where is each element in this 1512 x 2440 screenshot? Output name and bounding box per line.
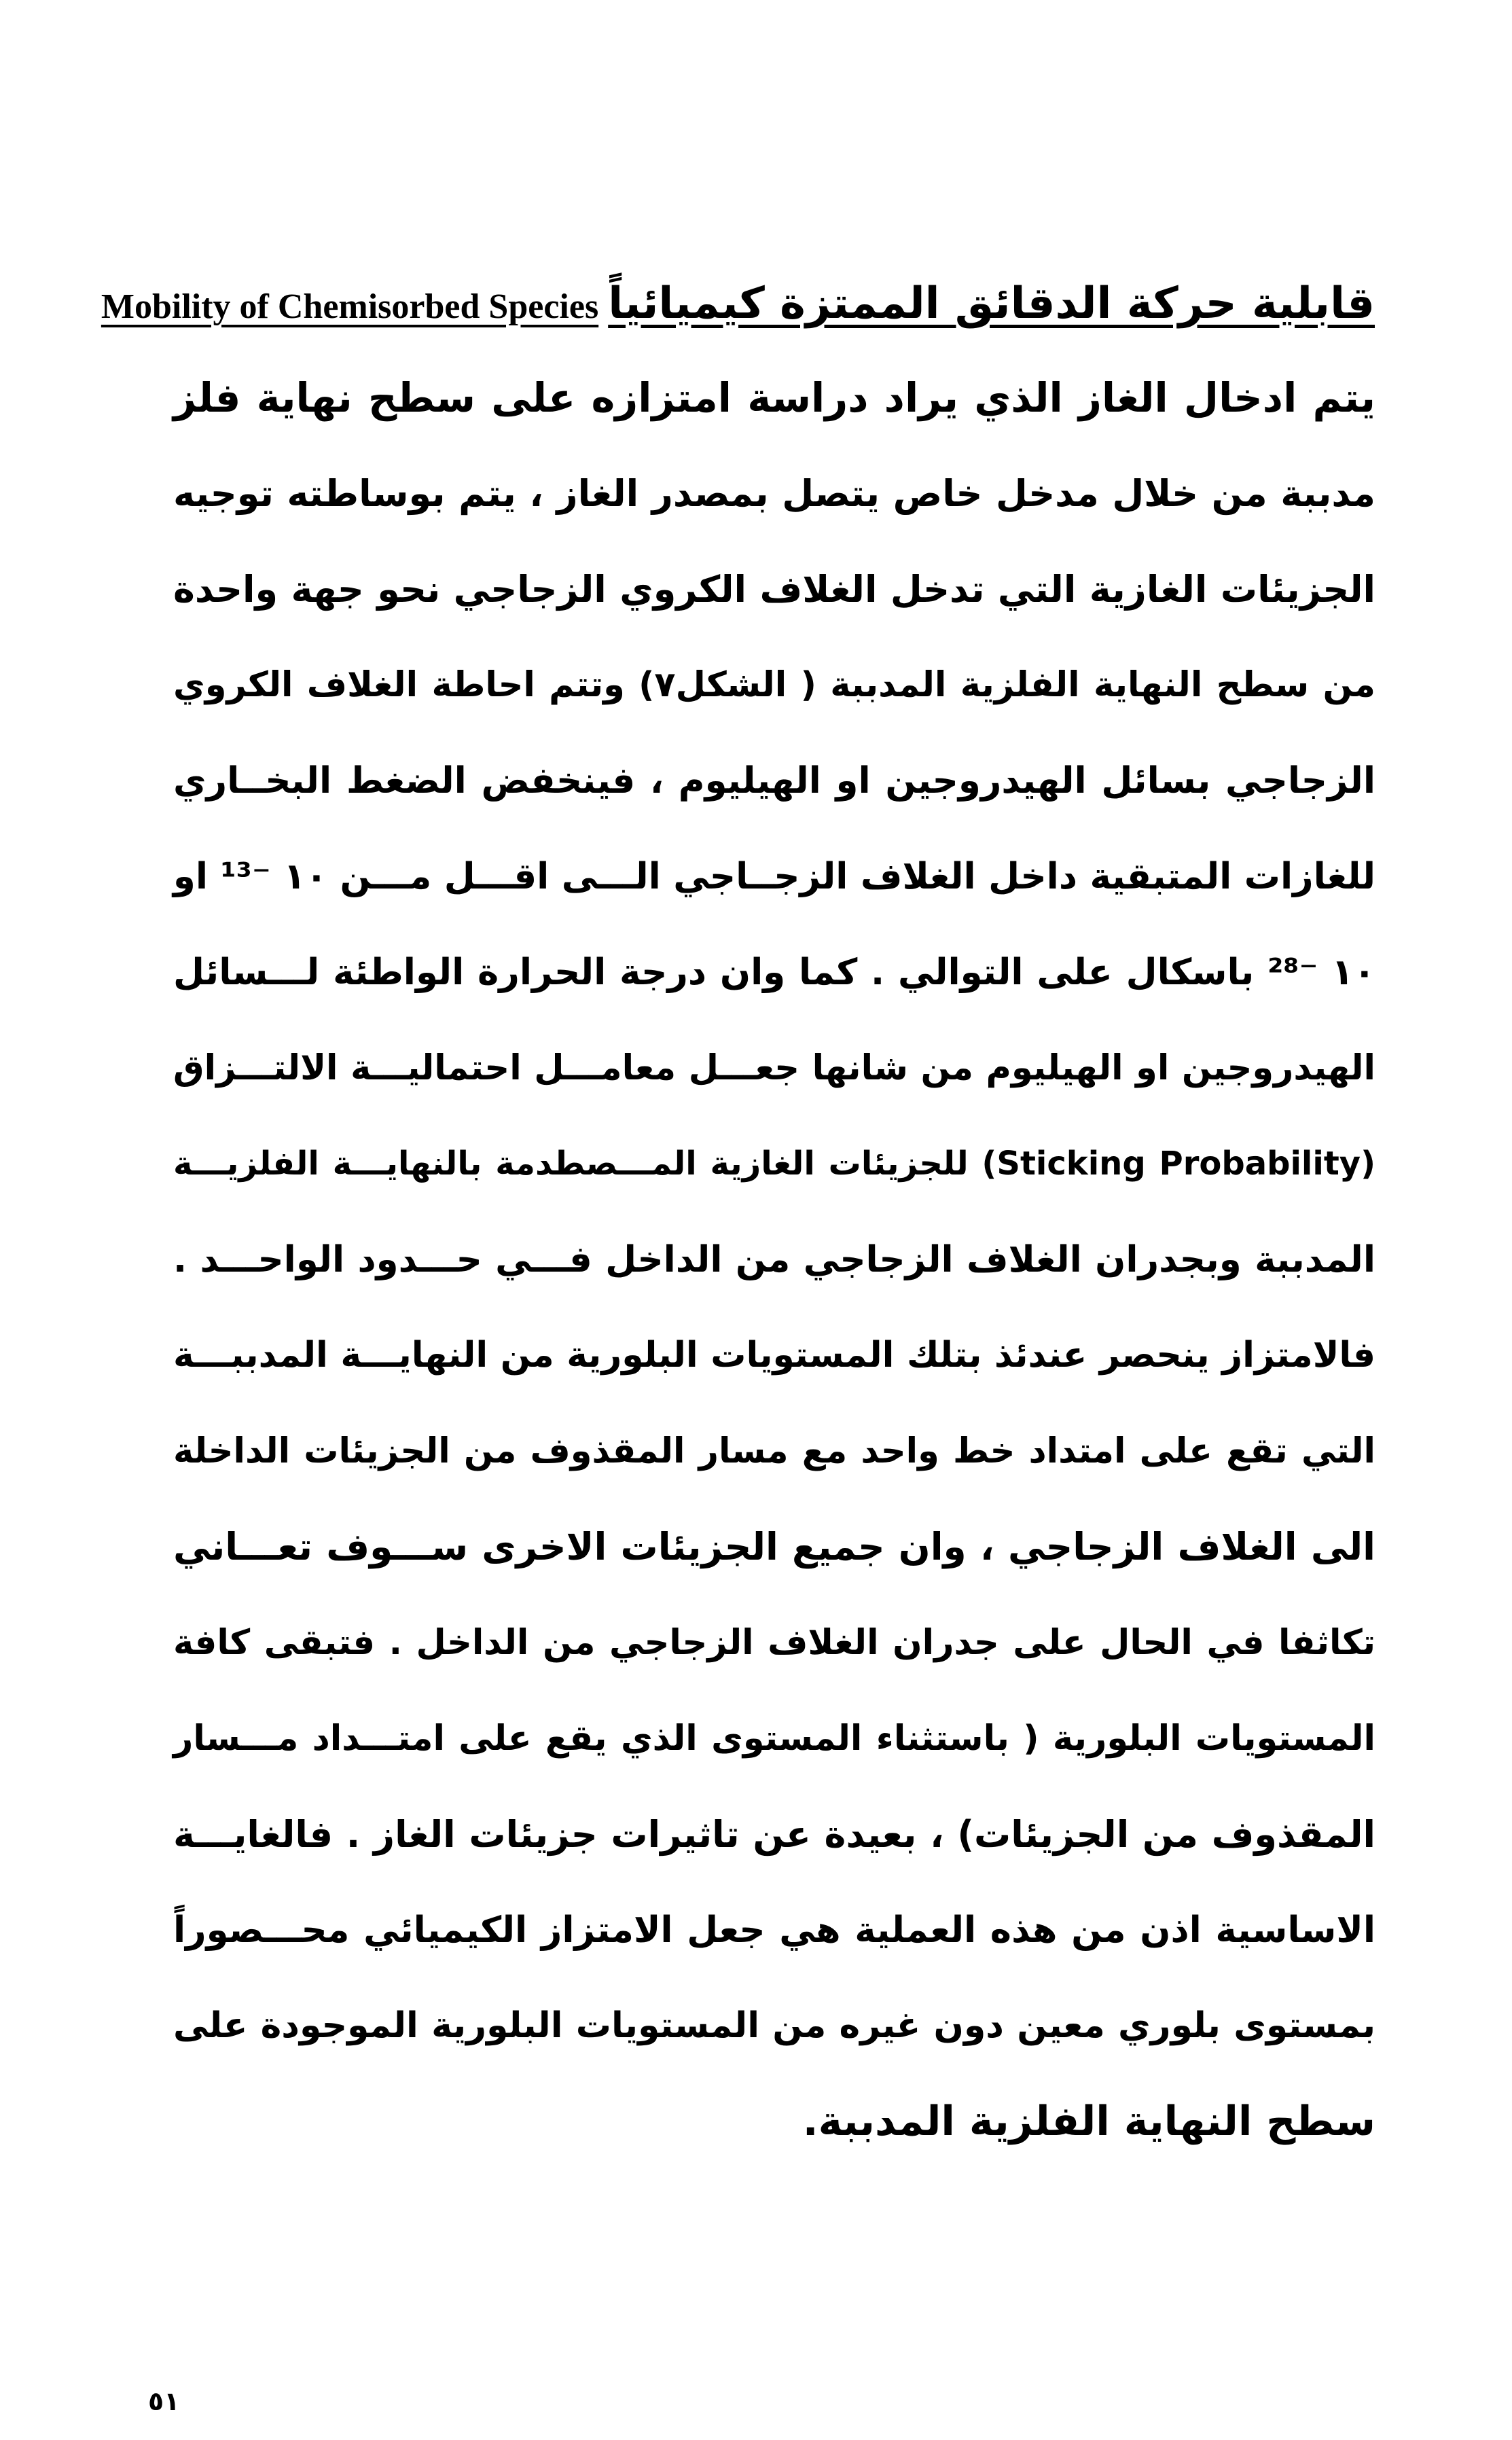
paragraph-line: سطح النهاية الفلزية المدببة. — [802, 2098, 1375, 2145]
paragraph-line: للغازات المتبقية داخل الغلاف الزجــاجي الـــى اقـــل مـــن ١٠ ⁻¹³ او — [173, 856, 1375, 897]
paragraph-line: المدببة وبجدران الغلاف الزجاجي من الداخل فـــي حـــدود الواحـــد . — [173, 1239, 1375, 1280]
paragraph-line: مدببة من خلال مدخل خاص يتصل بمصدر الغاز ، يتم بوساطته توجيه — [173, 472, 1375, 515]
paragraph-line: فالامتزاز ينحصر عندئذ بتلك المستويات البلورية من النهايـــة المدببـــة — [173, 1335, 1375, 1376]
section-heading — [101, 266, 1375, 341]
paragraph-line: المقذوف من الجزيئات) ، بعيدة عن تاثيرات جزيئات الغاز . فالغايـــة — [173, 1813, 1375, 1856]
paragraph-line: الهيدروجين او الهيليوم من شانها جعـــل معامـــل احتماليـــة الالتـــزاق — [173, 1048, 1375, 1088]
heading-english: Mobility of Chemisorbed Species — [101, 287, 599, 326]
page-number: ٥١ — [148, 2386, 180, 2416]
paragraph-line: ١٠ ⁻²⁸ باسكال على التوالي . كما وان درجة الحرارة الواطئة لـــسائل — [173, 952, 1375, 993]
heading-arabic: قابلية حركة الدقائق الممتزة كيميائياً — [608, 279, 1375, 329]
paragraph-line: الاساسية اذن من هذه العملية هي جعل الامتزاز الكيميائي محـــصوراً — [173, 1909, 1375, 1951]
body-paragraph — [173, 350, 1375, 2170]
paragraph-line: بمستوى بلوري معين دون غيره من المستويات البلورية الموجودة على — [173, 2005, 1375, 2046]
paragraph-line: الزجاجي بسائل الهيدروجين او الهيليوم ، فينخفض الضغط البخــاري — [173, 760, 1375, 802]
paragraph-line: الى الغلاف الزجاجي ، وان جميع الجزيئات الاخرى ســـوف تعـــاني — [173, 1525, 1375, 1568]
paragraph-line: يتم ادخال الغاز الذي يراد دراسة امتزازه على سطح نهاية فلز — [173, 374, 1375, 421]
paragraph-line: من سطح النهاية الفلزية المدببة ( الشكل٧) وتتم احاطة الغلاف الكروي — [173, 665, 1375, 705]
paragraph-line: المستويات البلورية ( باستثناء المستوى الذي يقع على امتـــداد مـــسار — [173, 1719, 1375, 1759]
paragraph-line: (Sticking Probability) للجزيئات الغازية المـــصطدمة بالنهايـــة الفلزيـــة — [173, 1145, 1375, 1183]
paragraph-line: التي تقع على امتداد خط واحد مع مسار المقذوف من الجزيئات الداخلة — [173, 1431, 1375, 1471]
paragraph-line: الجزيئات الغازية التي تدخل الغلاف الكروي الزجاجي نحو جهة واحدة — [173, 568, 1375, 611]
paragraph-line: تكاثفا في الحال على جدران الغلاف الزجاجي من الداخل . فتبقى كافة — [173, 1623, 1375, 1663]
